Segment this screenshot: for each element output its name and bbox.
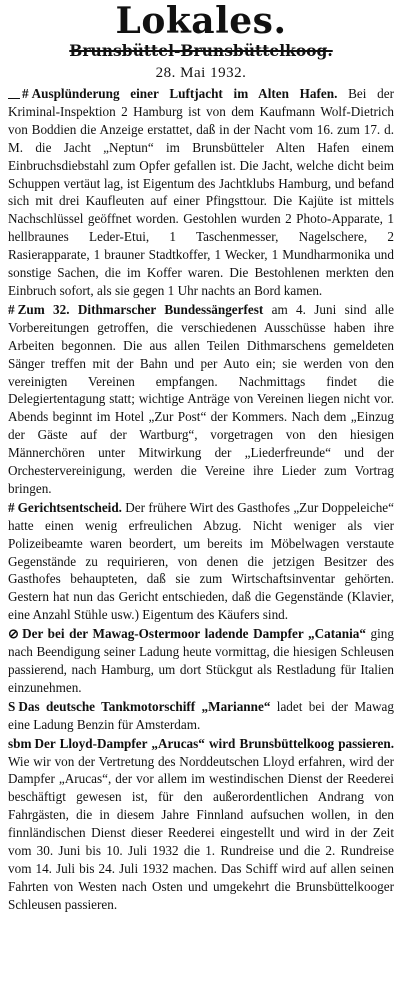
article-headline: Der bei der Mawag-Ostermoor ladende Dampfer „Catania“ bbox=[22, 626, 366, 642]
article-lloyd-arucas bbox=[8, 735, 394, 914]
article-body: am 4. Juni sind alle Vorbereitungen getroffen, die verschiedenen Ausschüsse haben ihre Arbeiten begonnen. Die aus allen Teilen Dithmarschens gemeldeten Sänger treffen mit der Bahn und per Auto ein; sie werden von den vereinigten Vereinen empfangen. Nachmittags findet die Delegiertentagung statt; wichtige Anträge von Vereinen liegen nicht vor. Abends beginnt im Hotel „Zur Post“ der Kommers. Nach dem „Einzug der Gäste auf der Wartburg“, vorgetragen von den hiesigen Männerchören unter Mitwirkung der „Liederfreunde“ und der Orchestervereinigung, werden die Vereine ihre Lieder zum Vortrag bringen. bbox=[8, 301, 394, 496]
article-body: ging nach Beendigung seiner Ladung heute vormittag, die hiesigen Schleusen passierend, nach Hamburg, um dort Stückgut als Restladung für Italien einzunehmen. bbox=[8, 626, 394, 695]
article-headline: Der Lloyd-Dampfer „Arucas“ wird Brunsbüttelkoog passieren. bbox=[34, 735, 394, 751]
article-marker: S bbox=[8, 698, 16, 714]
article-body: Wie wir von der Vertretung des Norddeutschen Lloyd erfahren, wird der Dampfer „Arucas“, der vor allem im westindischen Dienst der Reederei beschäftigt gewesen ist, für den außerordentlichen Andrang von Fahrgästen, die in diesem Jahre Finnland aufsuchen wollen, in den finnländischen Dienst dieser Reederei eingestellt und wird in der Zeit vom 30. Juni bis 10. Juli 1932 die 1. Rundreise und die 2. Rundreise vom 14. Juli bis 24. Juli 1932 machen. Das Schiff wird auf allen seinen Fahrten von Westen nach Osten und umgekehrt die Brunsbüttelkooger Schleusen passieren. bbox=[8, 753, 394, 912]
article-headline: Gerichtsentscheid. bbox=[17, 499, 122, 515]
article-marker: # bbox=[22, 86, 29, 101]
article-body: Bei der Kriminal-Inspektion 2 Hamburg ist von dem Kaufmann Wolf-Dietrich von Boddien die Anzeige erstattet, daß in der Nacht vom 16. zum 17. d. M. die Jacht „Neptun“ im Brunsbütteler Alten Hafen einem Einbruchsdiebstahl zum Opfer gefallen ist. Die Jacht, welche dicht beim Schuppen vertäut lag, ist Eigentum des Jachtklubs Hamburg, und befand sich mit drei Kaufleuten auf einer Pfingsttour. Die Kajüte ist mittels Nachschlüssel geöffnet worden. Gestohlen wurden 2 Photo-Apparate, 1 hellbraunes Leder-Etui, 1 Taschenmesser, Nagelschere, 2 Rasierapparate, 1 brauner Stadtkoffer, 1 Wecker, 1 Mundharmonika und sonstige Sachen, die im Koffer waren. Die Bestohlenen merkten den Einbruch sofort, als sie gegen 1 Uhr nachts an Bord kamen. bbox=[8, 86, 395, 298]
article-headline: Ausplünderung einer Luftjacht im Alten Hafen. bbox=[31, 86, 338, 101]
underline-marker bbox=[8, 98, 20, 99]
article-headline: Zum 32. Dithmarscher Bundessängerfest bbox=[17, 301, 264, 317]
article-marker: # bbox=[8, 499, 15, 515]
article-tanker-marianne bbox=[8, 698, 394, 734]
article-steamer-catania bbox=[8, 625, 394, 697]
article-saengerfest bbox=[8, 301, 394, 498]
article-body: Der frühere Wirt des Gasthofes „Zur Doppeleiche“ hatte einen wenig erfreulichen Abzug. Nicht weniger als vier Polizeibeamte waren beordert, um bereits im Möbelwagen verstaute Gegenstände zu requirieren, von denen die jetzigen Besitzer des Gasthofes behaupteten, daß sie zum Wirtschaftsinventar gehörten. Gestern hat nun das Gericht entschieden, daß die Gegenstände (Klavier, eine Anzahl Stühle usw.) Eigentum des Käufers sind. bbox=[8, 499, 395, 623]
article-yacht-burglary bbox=[8, 85, 394, 300]
article-marker: # bbox=[8, 301, 15, 317]
dateline: 28. Mai 1932. bbox=[155, 65, 247, 81]
article-headline: Das deutsche Tankmotorschiff „Marianne“ bbox=[18, 698, 271, 714]
section-subtitle: Brunsbüttel-Brunsbüttelkoog. bbox=[69, 41, 333, 60]
article-marker: sbm bbox=[8, 735, 32, 751]
article-court-decision bbox=[8, 499, 394, 624]
article-body: ladet bei der Mawag eine Ladung Benzin für Amsterdam. bbox=[8, 698, 394, 732]
article-marker: ⊘ bbox=[8, 626, 20, 642]
section-title: Lokales. bbox=[115, 0, 287, 42]
